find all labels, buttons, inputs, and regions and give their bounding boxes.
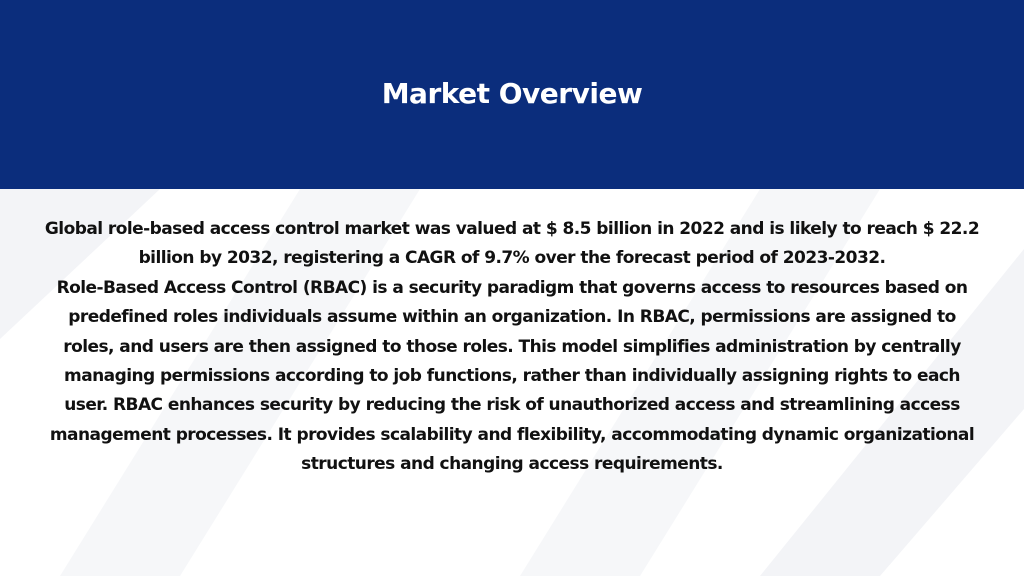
market-summary-paragraph: Global role-based access control market was valued at $ 8.5 billion in 2022 and is likely to reach $ 22.2 billion by 2032, registering a CAGR of 9.7% over the forecast period of 2023-2032. — [44, 219, 980, 269]
body-text — [44, 215, 980, 480]
rbac-description-paragraph: Role-Based Access Control (RBAC) is a security paradigm that governs access to resources based on predefined roles individuals assume within an organization. In RBAC, permissions are assigned to roles, and users are then assigned to those roles. This model simplifies administration by centrally managing permissions according to job functions, rather than individually assigning rights to each user. RBAC enhances security by reducing the risk of unauthorized access and streamlining access management processes. It provides scalability and flexibility, accommodating dynamic organizational structures and changing access requirements. — [49, 277, 975, 475]
content-area — [0, 189, 1024, 576]
header-band — [0, 0, 1024, 189]
slide-title: Market Overview — [381, 77, 643, 110]
